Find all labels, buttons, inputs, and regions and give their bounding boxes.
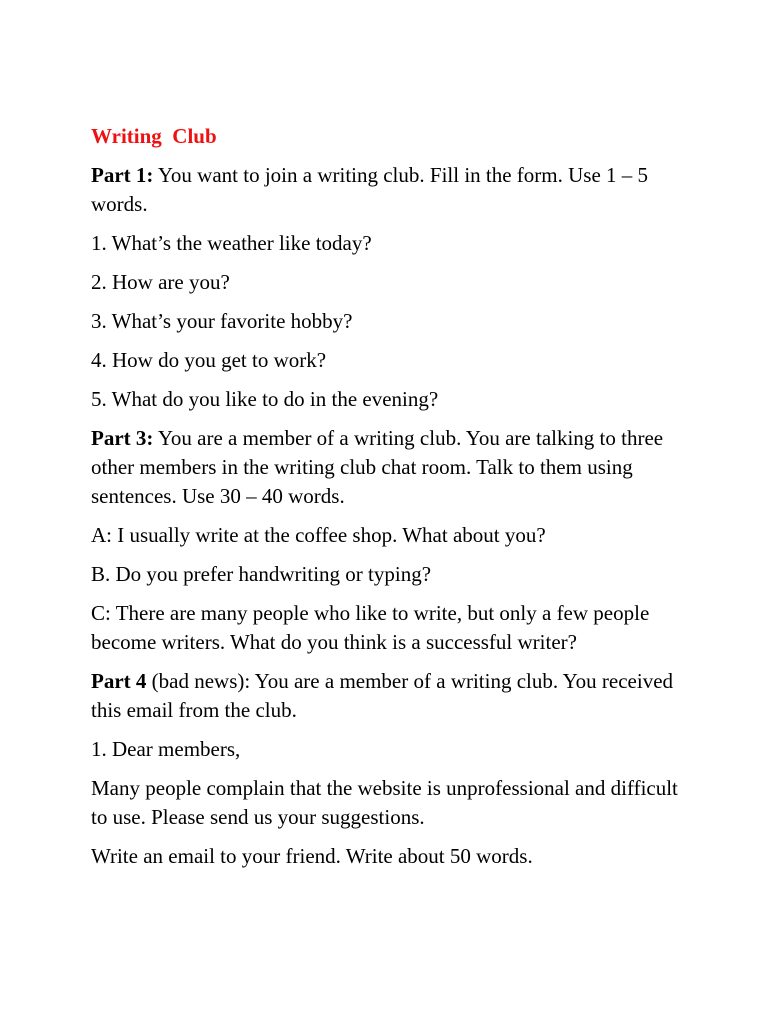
document-title: Writing Club [91, 124, 217, 148]
part1-label: Part 1: [91, 163, 154, 187]
part3-text: You are a member of a writing club. You are talking to three other members in the writing club chat room. Talk to them using sentences. Use 30 – 40 words. [91, 426, 664, 508]
part1-question: 4. How do you get to work? [91, 348, 327, 372]
email-body: Many people complain that the website is unprofessional and difficult to use. Please send us your suggestions. [91, 776, 678, 829]
part1-instructions [91, 161, 691, 219]
part4-text: (bad news): You are a member of a writing club. You received this email from the club. [91, 669, 674, 722]
part3-message: C: There are many people who like to write, but only a few people become writers. What do you think is a successful writer? [91, 601, 650, 654]
part1-question: 3. What’s your favorite hobby? [91, 309, 353, 333]
part1-question: 1. What’s the weather like today? [91, 231, 372, 255]
part1-question: 2. How are you? [91, 270, 230, 294]
part3-message: B. Do you prefer handwriting or typing? [91, 562, 432, 586]
part4-task: Write an email to your friend. Write about 50 words. [91, 844, 533, 868]
part1-question: 5. What do you like to do in the evening? [91, 387, 439, 411]
part1-text: You want to join a writing club. Fill in the form. Use 1 – 5 words. [91, 163, 649, 216]
part4-instructions [91, 667, 691, 725]
document-content [91, 122, 691, 881]
email-greeting: 1. Dear members, [91, 737, 241, 761]
part3-instructions [91, 424, 691, 511]
part4-label: Part 4 [91, 669, 147, 693]
part3-label: Part 3: [91, 426, 154, 450]
part3-message: A: I usually write at the coffee shop. What about you? [91, 523, 546, 547]
